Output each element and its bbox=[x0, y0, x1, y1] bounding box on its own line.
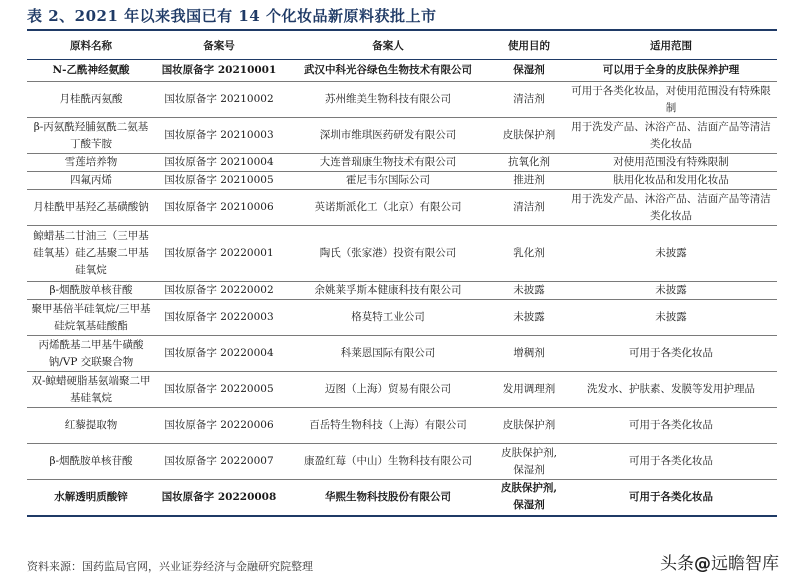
table-row bbox=[27, 282, 777, 300]
table-row bbox=[27, 82, 777, 118]
header-cell: 原料名称 bbox=[27, 33, 155, 60]
table-row bbox=[27, 118, 777, 154]
top-rule bbox=[27, 29, 777, 31]
table-row bbox=[27, 480, 777, 516]
table-cell: 增稠剂 bbox=[493, 336, 565, 372]
table-cell: 对使用范围没有特殊限制 bbox=[565, 154, 777, 172]
table-cell: 红藜提取物 bbox=[27, 408, 155, 444]
header-cell: 使用目的 bbox=[493, 33, 565, 60]
table-cell: 用于洗发产品、沐浴产品、洁面产品等清洁类化妆品 bbox=[565, 190, 777, 226]
table-cell: 武汉中科光谷绿色生物技术有限公司 bbox=[283, 60, 493, 82]
watermark bbox=[657, 549, 782, 574]
watermark-prefix: 头条 bbox=[660, 554, 694, 574]
table-cell: 皮肤保护剂 bbox=[493, 408, 565, 444]
table-cell: 康盈红莓（中山）生物科技有限公司 bbox=[283, 444, 493, 480]
table-cell: 未披露 bbox=[565, 300, 777, 336]
table-row bbox=[27, 372, 777, 408]
table-row bbox=[27, 172, 777, 190]
table-cell: 月桂酰丙氨酸 bbox=[27, 82, 155, 118]
table-cell: 大连普瑞康生物技术有限公司 bbox=[283, 154, 493, 172]
table-cell: 国妆原备字 20210001 bbox=[155, 60, 283, 82]
at-icon: @ bbox=[694, 554, 711, 574]
table-cell: 未披露 bbox=[565, 226, 777, 282]
table-cell: 月桂酰甲基羟乙基磺酸钠 bbox=[27, 190, 155, 226]
header-cell: 备案人 bbox=[283, 33, 493, 60]
table-cell: 保湿剂 bbox=[493, 60, 565, 82]
table-cell: 可用于各类化妆品，对使用范围没有特殊限制 bbox=[565, 82, 777, 118]
table-cell: 可用于各类化妆品 bbox=[565, 480, 777, 516]
watermark-name: 远瞻智库 bbox=[711, 554, 779, 574]
table-cell: 国妆原备字 20210003 bbox=[155, 118, 283, 154]
table-cell: β-烟酰胺单核苷酸 bbox=[27, 444, 155, 480]
table-cell: 皮肤保护剂 bbox=[493, 118, 565, 154]
table-cell: 国妆原备字 20220002 bbox=[155, 282, 283, 300]
table-cell: 洗发水、护肤素、发膜等发用护理品 bbox=[565, 372, 777, 408]
table-cell: 用于洗发产品、沐浴产品、洁面产品等清洁类化妆品 bbox=[565, 118, 777, 154]
table-cell: 霍尼韦尔国际公司 bbox=[283, 172, 493, 190]
table-cell: 国妆原备字 20220001 bbox=[155, 226, 283, 282]
table-title: 表 2、2021 年以来我国已有 14 个化妆品新原料获批上市 bbox=[27, 7, 437, 25]
table-cell: 国妆原备字 20220004 bbox=[155, 336, 283, 372]
table-cell: 可用于各类化妆品 bbox=[565, 408, 777, 444]
table-cell: 未披露 bbox=[565, 282, 777, 300]
table-cell: 科莱恩国际有限公司 bbox=[283, 336, 493, 372]
raw-materials-table bbox=[27, 33, 777, 517]
table-row bbox=[27, 226, 777, 282]
table-row bbox=[27, 154, 777, 172]
table-cell: 雪莲培养物 bbox=[27, 154, 155, 172]
table-cell: 可用于各类化妆品 bbox=[565, 444, 777, 480]
table-row bbox=[27, 60, 777, 82]
table-cell: 未披露 bbox=[493, 282, 565, 300]
table-cell: 皮肤保护剂,保湿剂 bbox=[493, 480, 565, 516]
table-cell: 鲸蜡基二甘油三（三甲基硅氧基）硅乙基聚二甲基硅氧烷 bbox=[27, 226, 155, 282]
table-cell: 聚甲基倍半硅氧烷/三甲基硅烷氧基硅酸酯 bbox=[27, 300, 155, 336]
table-cell: 四氟丙烯 bbox=[27, 172, 155, 190]
table-cell: 百岳特生物科技（上海）有限公司 bbox=[283, 408, 493, 444]
source-note: 资料来源：国药监局官网，兴业证券经济与金融研究院整理 bbox=[27, 560, 313, 573]
table-cell: 皮肤保护剂,保湿剂 bbox=[493, 444, 565, 480]
table-cell: 英诺斯派化工（北京）有限公司 bbox=[283, 190, 493, 226]
header-cell: 适用范围 bbox=[565, 33, 777, 60]
table-cell: 推进剂 bbox=[493, 172, 565, 190]
table-cell: 国妆原备字 20220005 bbox=[155, 372, 283, 408]
table-cell: 国妆原备字 20210004 bbox=[155, 154, 283, 172]
table-cell: 发用调理剂 bbox=[493, 372, 565, 408]
table-cell: 华熙生物科技股份有限公司 bbox=[283, 480, 493, 516]
table-row bbox=[27, 444, 777, 480]
table-cell: 清洁剂 bbox=[493, 82, 565, 118]
table-cell: 国妆原备字 20220008 bbox=[155, 480, 283, 516]
table-cell: 乳化剂 bbox=[493, 226, 565, 282]
table-cell: 抗氧化剂 bbox=[493, 154, 565, 172]
table-cell: 国妆原备字 20220006 bbox=[155, 408, 283, 444]
table-cell: N-乙酰神经氨酸 bbox=[27, 60, 155, 82]
table-cell: 未披露 bbox=[493, 300, 565, 336]
table-cell: 国妆原备字 20220007 bbox=[155, 444, 283, 480]
table-row bbox=[27, 300, 777, 336]
table-row bbox=[27, 408, 777, 444]
table-cell: 肤用化妆品和发用化妆品 bbox=[565, 172, 777, 190]
table-cell: 国妆原备字 20210002 bbox=[155, 82, 283, 118]
table-cell: 苏州维美生物科技有限公司 bbox=[283, 82, 493, 118]
header-cell: 备案号 bbox=[155, 33, 283, 60]
table-cell: 丙烯酰基二甲基牛磺酸钠/VP 交联聚合物 bbox=[27, 336, 155, 372]
table-row bbox=[27, 190, 777, 226]
table-cell: β-丙氨酰羟脯氨酰二氨基丁酸苄胺 bbox=[27, 118, 155, 154]
table-body bbox=[27, 60, 777, 516]
table-cell: 余姚莱孚斯本健康科技有限公司 bbox=[283, 282, 493, 300]
table-row bbox=[27, 336, 777, 372]
table-cell: 水解透明质酸锌 bbox=[27, 480, 155, 516]
table-cell: 清洁剂 bbox=[493, 190, 565, 226]
table-cell: 深圳市维琪医药研发有限公司 bbox=[283, 118, 493, 154]
table-header-row bbox=[27, 33, 777, 60]
table-cell: 陶氏（张家港）投资有限公司 bbox=[283, 226, 493, 282]
table-cell: 格莫特工业公司 bbox=[283, 300, 493, 336]
table-cell: 国妆原备字 20220003 bbox=[155, 300, 283, 336]
table-cell: 可用于各类化妆品 bbox=[565, 336, 777, 372]
table-cell: 双-鲸蜡硬脂基氨端聚二甲基硅氧烷 bbox=[27, 372, 155, 408]
table-cell: 国妆原备字 20210005 bbox=[155, 172, 283, 190]
table-cell: 迈图（上海）贸易有限公司 bbox=[283, 372, 493, 408]
table-cell: 可以用于全身的皮肤保养护理 bbox=[565, 60, 777, 82]
table-cell: β-烟酰胺单核苷酸 bbox=[27, 282, 155, 300]
table-cell: 国妆原备字 20210006 bbox=[155, 190, 283, 226]
